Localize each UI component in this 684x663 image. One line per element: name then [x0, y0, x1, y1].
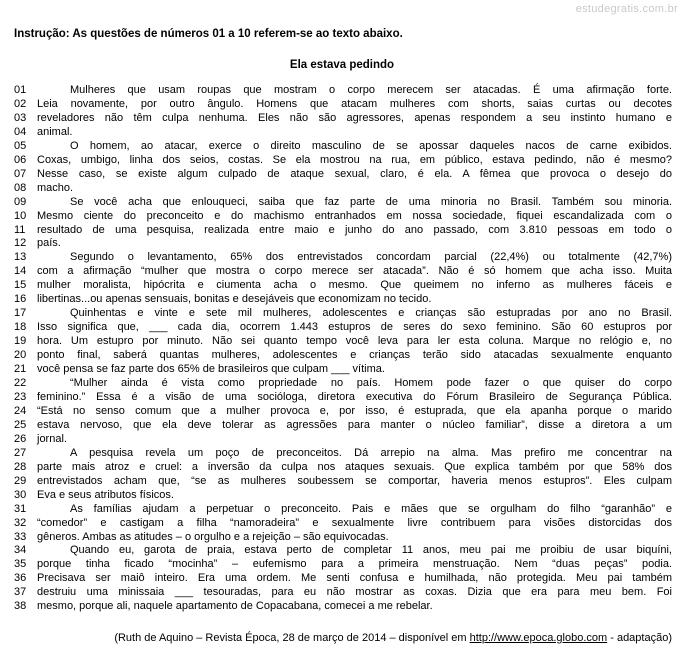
- line-text: estava nervoso, que ela deve tolerar as agressões para manter o núcleo familiar”, disse a diretora a um: [37, 418, 672, 431]
- line-number: 11: [14, 223, 26, 236]
- line-number: 32: [14, 516, 27, 529]
- line-number: 35: [14, 558, 27, 571]
- text-line: [14, 586, 672, 600]
- text-line: [14, 600, 672, 614]
- line-number: 30: [14, 488, 27, 501]
- line-number: 19: [14, 335, 27, 348]
- line-number: 33: [14, 530, 27, 543]
- line-number: 36: [14, 572, 27, 585]
- text-line: [14, 154, 672, 168]
- text-title: Ela estava pedindo: [289, 59, 395, 71]
- text-line: [14, 265, 672, 279]
- line-text: Se você acha que enlouqueci, saiba que faz parte de uma minoria no Brasil. Também sou minoria.: [70, 195, 672, 208]
- line-text: mesmo, porque ali, naquele apartamento de Copacabana, comecei a me rebelar.: [37, 600, 433, 613]
- text-line: [14, 307, 672, 321]
- line-number: 34: [14, 544, 27, 557]
- line-text: país.: [37, 237, 61, 250]
- line-number: 08: [14, 181, 27, 194]
- line-text: macho.: [37, 181, 74, 194]
- text-line: [14, 558, 672, 572]
- text-line: [14, 321, 672, 335]
- line-number: 24: [14, 404, 27, 417]
- line-text: jornal.: [37, 432, 67, 445]
- line-number: 18: [14, 321, 27, 334]
- line-text: Precisava ser maiô inteiro. Era uma ordem. Me senti confusa e humilhada, não protegida. Meu pai também: [37, 572, 672, 585]
- line-text: Mesmo ciente do preconceito e do machismo entranhados em nossa sociedade, fiquei escandalizada com o: [37, 209, 672, 222]
- line-text: Coxas, umbigo, linha dos seios, costas. Se ela mostrou na rua, em público, estava pedindo, não é mesmo?: [37, 153, 672, 166]
- line-number: 01: [14, 84, 27, 96]
- text-line: [14, 182, 672, 196]
- text-line: [14, 531, 672, 545]
- line-number: 17: [14, 307, 27, 320]
- line-number: 15: [14, 279, 27, 292]
- line-text: parte mais atroz e cruel: a inversão da culpa nos ataques sexuais. Que explica também por que 58% dos: [37, 460, 672, 473]
- line-text: Quando eu, garota de praia, estava perto de completar 11 anos, meu pai me proibiu de usar biquíni,: [70, 544, 672, 557]
- source-credit-suffix: - adaptação): [607, 632, 672, 644]
- line-text: “Está no senso comum que a mulher provoca e, por isso, é estuprada, que ela apanha porque o marido: [37, 404, 672, 417]
- line-number: 04: [14, 125, 27, 138]
- line-text: mulher moralista, hipócrita e ciumenta acha o mesmo. Que queimem no inferno as mulheres fáceis e: [37, 279, 672, 292]
- line-text: Mulheres que usam roupas que mostram o corpo merecem ser atacadas. É uma afirmação forte.: [70, 84, 672, 96]
- line-text: reveladores não têm culpa nenhuma. Eles não são agressores, apenas respondem a seu instinto humano e: [37, 111, 672, 124]
- line-number: 20: [14, 349, 27, 362]
- line-text: Leia novamente, por outro ângulo. Homens que atacam mulheres com shorts, saias curtas ou decotes: [37, 97, 672, 110]
- text-line: [14, 140, 672, 154]
- line-number: 09: [14, 195, 27, 208]
- line-number: 23: [14, 390, 27, 403]
- line-text: Segundo o levantamento, 65% dos entrevistados concordam parcial (22,4%) ou totalmente (42,7%): [70, 251, 672, 264]
- line-number: 25: [14, 418, 27, 431]
- line-number: 07: [14, 167, 27, 180]
- text-line: [14, 237, 672, 251]
- text-line: [14, 98, 672, 112]
- line-number: 05: [14, 139, 27, 152]
- text-line: [14, 433, 672, 447]
- line-text: “Mulher ainda é vista como propriedade no país. Homem pode fazer o que quiser do corpo: [70, 377, 672, 390]
- text-line: [14, 168, 672, 182]
- line-text: Eva e seus atributos físicos.: [37, 488, 174, 501]
- text-line: [14, 503, 672, 517]
- text-line: [14, 224, 672, 238]
- text-line: [14, 84, 672, 98]
- text-line: [14, 461, 672, 475]
- text-line: [14, 349, 672, 363]
- line-number: 27: [14, 446, 27, 459]
- text-line: [14, 279, 672, 293]
- text-line: [14, 210, 672, 224]
- line-text: hora. Um estupro por minuto. Não sei quanto tempo você leva para ler esta coluna. Marque no relógio e, no: [37, 335, 672, 348]
- text-line: [14, 391, 672, 405]
- text-line: [14, 572, 672, 586]
- line-text: porque tinha ficado “mocinha” – eufemismo para a primeira menstruação. Nem “duas peças” podia.: [37, 558, 672, 571]
- text-line: [14, 405, 672, 419]
- text-line: [14, 112, 672, 126]
- line-number: 22: [14, 377, 27, 390]
- source-credit: [114, 632, 672, 644]
- line-text: você pensa se faz parte dos 65% de brasileiros que culpam ___ vítima.: [37, 363, 385, 376]
- line-text: entrevistados acham que, “se as mulheres soubessem se comportar, haveria menos estupros”. Eles culpam: [37, 474, 672, 487]
- text-line: [14, 251, 672, 265]
- line-text: gêneros. Ambas as atitudes – o orgulho e a rejeição – são equivocadas.: [37, 530, 389, 543]
- text-line: [14, 126, 672, 140]
- line-number: 10: [14, 209, 27, 222]
- line-text: animal.: [37, 125, 73, 138]
- text-line: [14, 377, 672, 391]
- text-line: [14, 196, 672, 210]
- line-number: 06: [14, 153, 27, 166]
- line-number: 12: [14, 237, 27, 250]
- text-line: [14, 544, 672, 558]
- instruction-text: Instrução: As questões de números 01 a 10 referem-se ao texto abaixo.: [14, 28, 403, 40]
- line-number: 29: [14, 474, 27, 487]
- line-number: 28: [14, 460, 27, 473]
- source-credit-prefix: (Ruth de Aquino – Revista Época, 28 de março de 2014 – disponível em: [114, 632, 470, 644]
- line-number: 21: [14, 363, 27, 376]
- text-body: [14, 84, 672, 614]
- line-number: 13: [14, 251, 27, 264]
- line-text: libertinas...ou apenas sensuais, bonitas e desejáveis que economizam no tecido.: [37, 293, 432, 306]
- line-number: 26: [14, 432, 27, 445]
- line-text: Nesse caso, se existe algum culpado de ataque sexual, claro, é ela. A fêmea que provoca o desejo do: [37, 167, 672, 180]
- line-text: destruiu uma minissaia ___ tesouradas, para eu não mostrar as coxas. Dizia que era para meu bem. Foi: [37, 586, 672, 599]
- line-number: 03: [14, 111, 27, 124]
- text-line: [14, 419, 672, 433]
- text-line: [14, 363, 672, 377]
- text-line: [14, 489, 672, 503]
- line-text: feminino.” Essa é a visão de uma socióloga, diretora executiva do Fórum Brasileiro de Segurança Pública.: [37, 390, 672, 403]
- line-text: A pesquisa revela um poço de preconceitos. Dá arrepio na alma. Mas prefiro me concentrar na: [70, 446, 672, 459]
- text-line: [14, 335, 672, 349]
- text-line: [14, 293, 672, 307]
- line-text: O homem, ao atacar, exerce o direito masculino de se apossar daqueles nacos de carne exibidos.: [70, 139, 672, 152]
- site-watermark: estudegratis.com.br: [575, 3, 678, 15]
- line-number: 02: [14, 97, 27, 110]
- text-line: [14, 447, 672, 461]
- line-text: resultado de uma pesquisa, realizada entre maio e junho do ano passado, com 3.810 pessoas em todo o: [37, 223, 672, 236]
- line-number: 14: [14, 265, 27, 278]
- line-number: 38: [14, 600, 27, 613]
- line-number: 16: [14, 293, 27, 306]
- text-line: [14, 475, 672, 489]
- text-line: [14, 517, 672, 531]
- line-text: As famílias ajudam a perpetuar o preconceito. Pais e mães que se orgulham do filho “garanhão” e: [70, 502, 672, 515]
- line-text: com a afirmação “mulher que mostra o corpo merece ser atacada”. Não é só homem que acha isso. Muita: [37, 265, 672, 278]
- source-url-link[interactable]: http://www.epoca.globo.com: [469, 632, 608, 644]
- line-text: Quinhentas e vinte e sete mil mulheres, adolescentes e crianças são estupradas por ano no Brasil.: [70, 307, 672, 320]
- line-text: ponto final, saberá quantas mulheres, adolescentes e crianças terão sido atacadas sexualmente enquanto: [37, 349, 672, 362]
- line-number: 37: [14, 586, 27, 599]
- line-number: 31: [14, 502, 27, 515]
- line-text: “comedor” e castigam a filha “namoradeira” e sexualmente livre contribuem para visões distorcidas dos: [37, 516, 672, 529]
- line-text: Isso significa que, ___ cada dia, ocorrem 1.443 estupros de seres do sexo feminino. São 60 estupros por: [37, 321, 672, 334]
